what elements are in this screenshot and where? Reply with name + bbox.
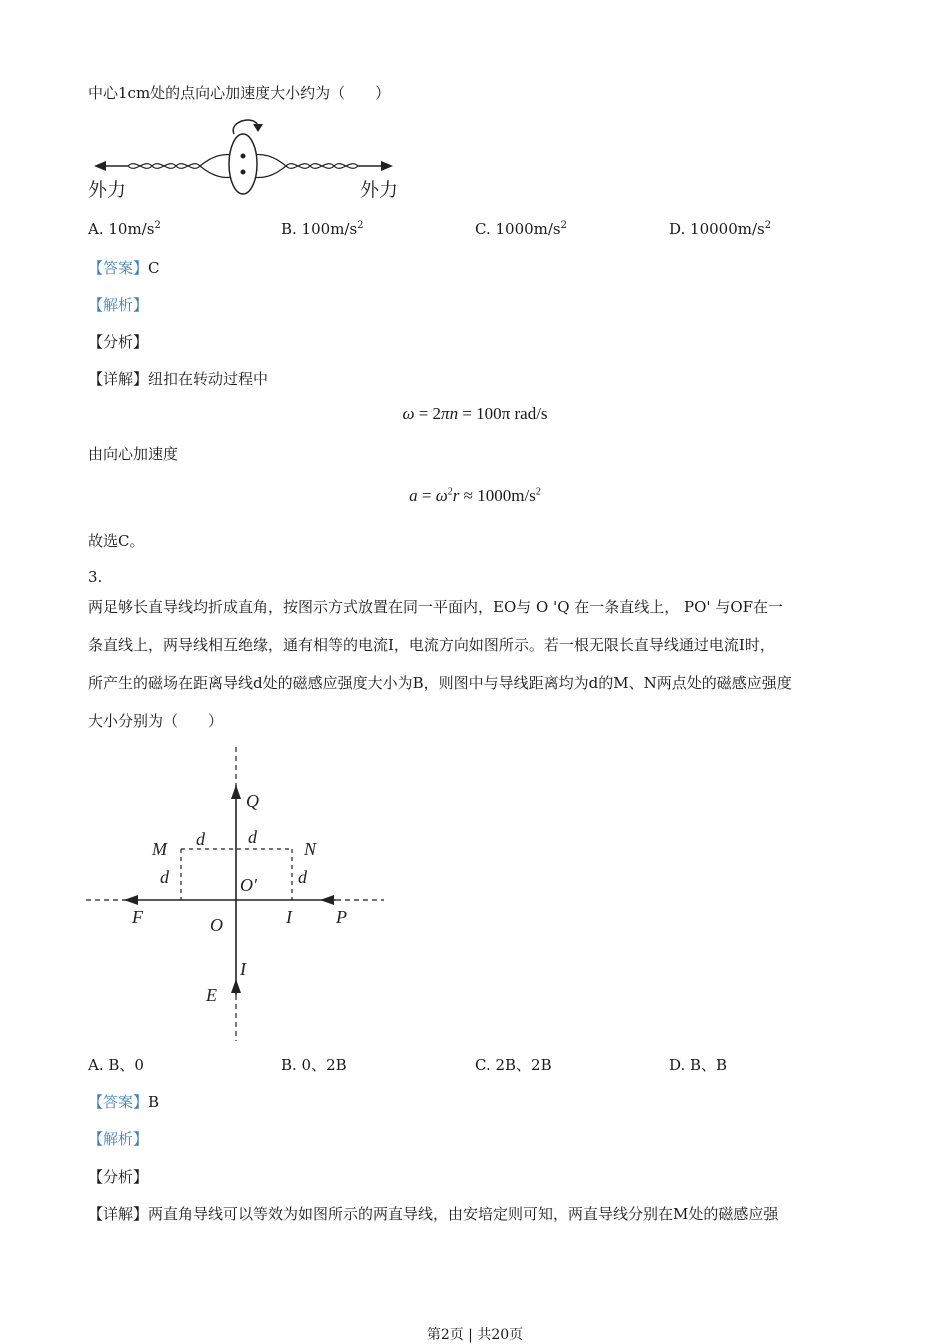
q2-formula-a: $a = \omega^2r \approx 1000m/s^2$ [409,486,541,505]
q2-fenxi-tag: 【分析】 [88,333,149,351]
q2-detail: 【详解】纽扣在转动过程中 [88,370,269,388]
q3-analysis-tag: 【解析】 [88,1130,149,1148]
q2-conclusion: 故选C。 [88,532,145,550]
q3-stem-line-1: 两足够长直导线均折成直角，按图示方式放置在同一平面内，EO与 O 'Q 在一条直线上， PO' 与OF在一 [88,598,784,616]
label-m: M [152,839,167,859]
q2-choice-c: C. $1000m/s^2$ [475,220,568,238]
label-e: E [206,985,217,1005]
q3-stem-line-2: 条直线上，两导线相互绝缘，通有相等的电流I，电流方向如图所示。若一根无限长直导线通过电流I时， [88,636,775,654]
label-d-left: d [160,867,169,887]
label-i-right: I [286,907,292,927]
q2-choice-b: B. $100m/s^2$ [281,220,364,238]
q3-stem-line-4: 大小分别为（ ） [88,712,224,730]
q2-answer: 【答案】C [88,259,160,277]
q2-text2: 由向心加速度 [88,445,179,463]
label-p: P [336,907,347,927]
label-d-right: d [298,867,307,887]
q3-detail: 【详解】两直角导线可以等效为如图所示的两直导线，由安培定则可知，两直导线分别在M处的磁感应强 [88,1205,779,1223]
label-o-prime: O′ [240,875,257,895]
label-o: O [210,915,223,935]
q3-choice-c: C. 2B、2B [475,1056,552,1074]
q3-fenxi-tag: 【分析】 [88,1168,149,1186]
q3-answer: 【答案】B [88,1093,160,1111]
q2-stem: 中心1cm处的点向心加速度大小约为（ ） [88,84,391,102]
label-f: F [132,907,143,927]
q2-formula-omega: ω = 2πn = 100π rad/s [402,404,548,423]
page-footer: 第2页 | 共20页 [426,1327,524,1343]
q3-stem-line-3: 所产生的磁场在距离导线d处的磁感应强度大小为B，则图中与导线距离均为d的M、N两点处的磁感应强度 [88,674,792,692]
q2-choice-d: D. $10000m/s^2$ [669,220,772,238]
q2-analysis-tag: 【解析】 [88,296,149,314]
button-spin-figure [88,112,408,204]
wires-figure [84,745,394,1043]
label-n: N [304,839,317,859]
force-label-left: 外力 [88,180,127,201]
force-label-right: 外力 [360,180,399,201]
q3-choice-d: D. B、B [669,1056,728,1074]
label-d-top-right: d [248,827,257,847]
label-i-bottom: I [240,959,246,979]
q2-choice-a: A. $10m/s^2$ [88,220,161,238]
label-q: Q [246,791,259,811]
q3-choice-b: B. 0、2B [281,1056,347,1074]
q3-number: 3. [88,568,103,586]
label-d-top-left: d [196,829,205,849]
q3-choice-a: A. B、0 [88,1056,144,1074]
